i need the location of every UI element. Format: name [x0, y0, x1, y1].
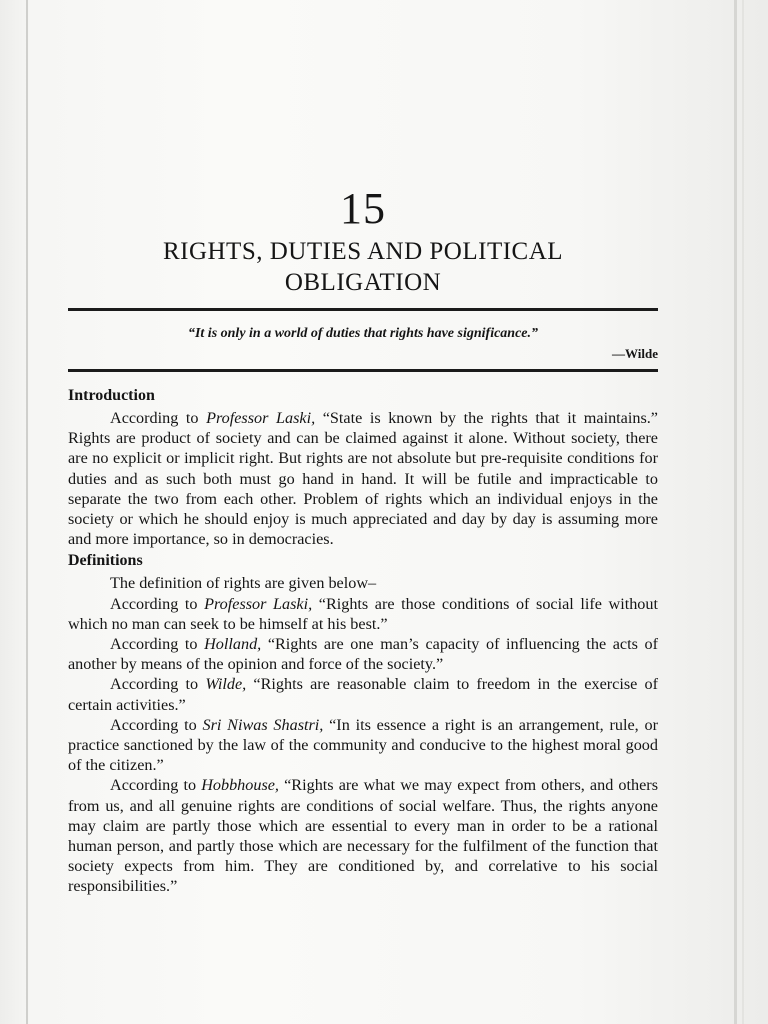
definition-pre: According to [110, 675, 206, 694]
definition-wilde [68, 674, 658, 714]
definitions-heading: Definitions [68, 552, 143, 570]
definition-pre: According to [110, 776, 202, 795]
chapter-title [68, 236, 658, 298]
page-edge-right [734, 0, 737, 1024]
definition-pre: According to [110, 715, 203, 734]
definition-text: “Rights are those conditions of social life without which no man can seek to be himself at his best.” [68, 594, 658, 633]
introduction-paragraph [68, 408, 658, 549]
definition-holland [68, 634, 658, 674]
chapter-title-line2: OBLIGATION [284, 269, 442, 296]
definition-pre: According to [110, 594, 205, 613]
definition-author: Professor Laski, [204, 594, 313, 613]
epigraph-top-rule [68, 308, 658, 311]
page-content [68, 186, 658, 897]
definition-shastri [68, 715, 658, 776]
definitions-lead: The definition of rights are given below– [110, 574, 377, 593]
epigraph-quote: “It is only in a world of duties that rights have significance.” [187, 326, 539, 341]
page-edge-left [26, 0, 28, 1024]
definition-pre: According to [110, 635, 205, 654]
chapter-title-line1: RIGHTS, DUTIES AND POLITICAL [162, 238, 564, 265]
definition-text: “Rights are what we may expect from others, and others from us, and all genuine rights are conditions of social welfare. Thus, the rights anyone may claim are partly those which are essential to every man in order to be a rational human person, and partly those which are necessary for the fulfilment of the function that society expects from him. They are conditioned by, and correlative to his social responsibilities.” [68, 776, 658, 896]
definition-author: Wilde, [205, 675, 247, 694]
epigraph-author: —Wilde [612, 346, 658, 361]
definition-author: Sri Niwas Shastri, [202, 715, 324, 734]
introduction-heading: Introduction [68, 387, 155, 404]
definition-laski [68, 594, 658, 634]
definition-author: Holland, [204, 635, 262, 654]
definition-text: “Rights are one man’s capacity of influencing the acts of another by means of the opinion and force of the society.” [68, 635, 658, 674]
introduction-pre: According to [110, 409, 207, 427]
definition-hobbhouse [68, 775, 658, 896]
introduction-author: Professor Laski, [206, 409, 316, 427]
page-edge-right-shadow [742, 0, 744, 1024]
definition-author: Hobbhouse, [201, 776, 279, 795]
chapter-number: 15 [340, 184, 386, 233]
introduction-text: “State is known by the rights that it maintains.” Rights are product of society and can be claimed against it alone. Without society, there are no explicit or implicit right. But rights are not absolute but pre-requisite conditions for duties and as such both must go hand in hand. It will be futile and impracticable to separate the two from each other. Problem of rights which an individual enjoys in the society or which he should enjoy is much appreciated and day by day is assuming more and more importance, so in democracies. [68, 409, 658, 549]
definition-text: “Rights are reasonable claim to freedom in the exercise of certain activities.” [68, 675, 658, 714]
epigraph-bottom-rule [68, 369, 658, 372]
definition-text: “In its essence a right is an arrangement, rule, or practice sanctioned by the law of the community and conducive to the highest moral good of the citizen.” [68, 715, 658, 775]
